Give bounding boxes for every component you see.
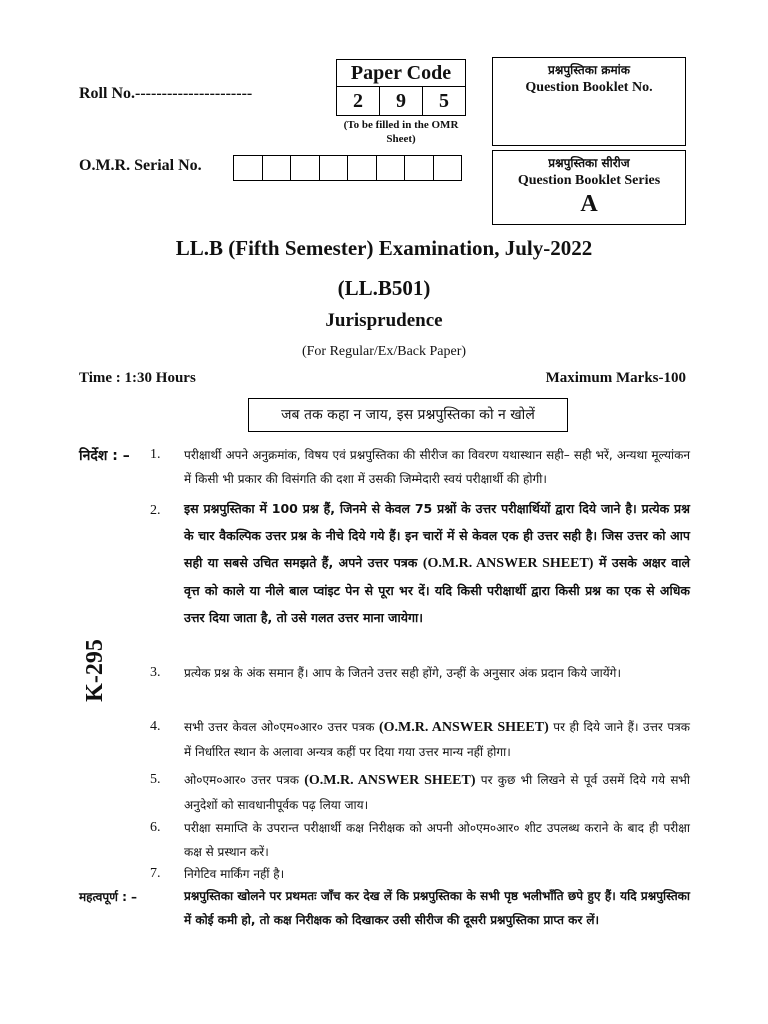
instruction-item xyxy=(150,768,690,817)
instructions-label: निर्देश : – xyxy=(79,448,130,464)
time-allowed: Time : 1:30 Hours xyxy=(79,370,196,386)
paper-code-note: (To be filled in the OMR Sheet) xyxy=(343,119,459,145)
paper-code-box xyxy=(336,59,466,116)
question-booklet-number-box xyxy=(492,57,686,146)
omr-serial-boxes xyxy=(233,155,462,181)
instruction-number: 1. xyxy=(150,447,161,462)
do-not-open-warning: जब तक कहा न जाय, इस प्रश्नपुस्तिका को न खोलें xyxy=(248,398,568,432)
paper-code-digit: 9 xyxy=(380,87,423,115)
booklet-series-letter: A xyxy=(580,191,598,217)
instruction-item xyxy=(150,715,690,764)
exam-title: LL.B (Fifth Semester) Examination, July-2022 xyxy=(175,236,593,260)
instruction-item xyxy=(150,661,690,685)
omr-answer-sheet-term: (O.M.R. ANSWER SHEET) xyxy=(378,720,549,735)
instruction-text-part: में उसके अक्षर वाले वृत्त को काले या नीले बाल प्वांइट पेन से पूरा भर दें। यदि किसी परीक्षार्थी द्वारा किसी प्रश्न का एक से अधिक उत्तर दिया जाता है, तो उसे गलत उत्तर माना जायेगा। xyxy=(184,555,690,625)
maximum-marks: Maximum Marks-100 xyxy=(545,370,686,386)
instruction-item xyxy=(150,443,690,491)
paper-code-digit: 2 xyxy=(337,87,380,115)
instruction-item xyxy=(150,862,690,886)
paper-code-title: Paper Code xyxy=(337,60,465,87)
booklet-series-hindi: प्रश्नपुस्तिका सीरीज xyxy=(548,156,630,170)
exam-code: (LL.B501) xyxy=(337,276,431,300)
paper-type: (For Regular/Ex/Back Paper) xyxy=(301,344,467,359)
instruction-item xyxy=(150,495,690,631)
instruction-text: प्रत्येक प्रश्न के अंक समान हैं। आप के जितने उत्तर सही होंगे, उन्हीं के अनुसार अंक प्रदान किये जायेंगे। xyxy=(184,666,621,680)
instruction-number: 6. xyxy=(150,820,161,835)
paper-code-digit: 5 xyxy=(439,90,449,112)
booklet-series-english: Question Booklet Series xyxy=(517,173,661,188)
booklet-number-english: Question Booklet No. xyxy=(525,80,653,95)
instruction-text-part: पर ही दिये जाने हैं। उत्तर पत्रक में निर्धारित स्थान के अलावा अन्यत्र कहीं पर दिया गया उत्तर मान्य नहीं होगा। xyxy=(184,720,690,759)
important-note: प्रश्नपुस्तिका खोलने पर प्रथमतः जाँच कर देख लें कि प्रश्नपुस्तिका के सभी पृष्ठ भलीभाँति छपे हुए हैं। यदि प्रश्नपुस्तिका में कोई कमी हो, तो कक्ष निरीक्षक को दिखाकर उसी सीरीज की दूसरी प्रश्नपुस्तिका प्राप्त कर लें। xyxy=(184,889,690,927)
instruction-number: 5. xyxy=(150,772,161,787)
omr-answer-sheet-term: (O.M.R. ANSWER SHEET) xyxy=(422,556,594,571)
side-paper-code-text: K-295 xyxy=(81,638,108,702)
instruction-text-part: इस प्रश्नपुस्तिका में 100 प्रश्न हैं, जिनमे से केवल 75 प्रश्नों के उत्तर परीक्षार्थियों द्वारा दिये जाने है। प्रत्येक प्रश्न के चार वैकल्पिक उत्तर प्रश्न के नीचे दिये गये हैं। इन चारों में से केवल एक ही उत्तर सही है। जिस उत्तर को आप सही या सबसे उचित समझते हैं, अपने उत्तर पत्रक xyxy=(184,501,690,570)
instruction-text: परीक्षार्थी अपने अनुक्रमांक, विषय एवं प्रश्नपुस्तिका की सीरीज का विवरण यथास्थान सही– सही भरें, अन्यथा मूल्यांकन में किसी भी प्रकार की विसंगति की दशा में उसकी जिम्मेदारी स्वयं परीक्षार्थी की होगी। xyxy=(184,448,690,486)
instruction-text: परीक्षा समाप्ति के उपरान्त परीक्षार्थी कक्ष निरीक्षक को अपनी ओ०एम०आर० शीट उपलब्ध कराने के बाद ही परीक्षा कक्ष से प्रस्थान करें। xyxy=(184,821,690,859)
instruction-number: 4. xyxy=(150,719,161,734)
instruction-text-part: पर कुछ भी लिखने से पूर्व उसमें दिये गये सभी अनुदेशों को सावधानीपूर्वक पढ़ लिया जाय। xyxy=(184,773,690,812)
side-paper-code xyxy=(65,640,125,700)
instruction-text-part: ओ०एम०आर० उत्तर पत्रक xyxy=(184,773,299,787)
important-label: महत्वपूर्ण : – xyxy=(79,890,138,904)
instruction-text: निगेटिव मार्किंग नहीं है। xyxy=(184,867,285,881)
subject-title: Jurisprudence xyxy=(325,310,443,331)
omr-answer-sheet-term: (O.M.R. ANSWER SHEET) xyxy=(304,773,476,788)
instruction-number: 7. xyxy=(150,866,161,881)
instruction-text-part: सभी उत्तर केवल ओ०एम०आर० उत्तर पत्रक xyxy=(184,720,375,734)
paper-code-digits xyxy=(337,87,465,115)
instruction-text xyxy=(184,495,690,631)
instruction-number: 3. xyxy=(150,665,161,680)
omr-serial-label: O.M.R. Serial No. xyxy=(79,157,202,174)
roll-number-field: Roll No.---------------------- xyxy=(79,85,253,102)
question-booklet-series-box xyxy=(492,150,686,225)
instruction-text xyxy=(184,715,690,764)
instruction-item xyxy=(150,816,690,864)
instruction-text xyxy=(184,768,690,817)
instruction-number: 2. xyxy=(150,503,161,518)
booklet-number-hindi: प्रश्नपुस्तिका क्रमांक xyxy=(548,63,630,77)
